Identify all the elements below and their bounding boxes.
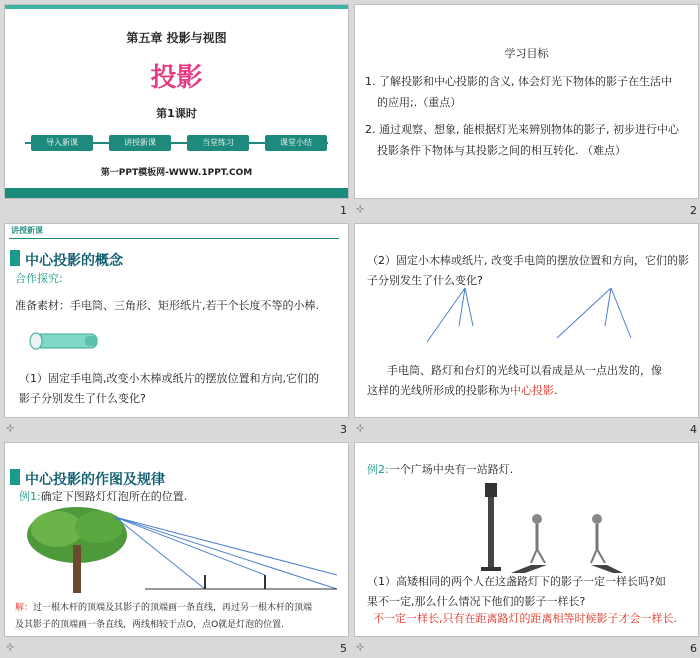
slide-number: 1 — [340, 204, 347, 217]
goal-line-3: 2. 通过观察、想象, 能根据灯光来辨别物体的影子, 初步进行中心 — [365, 123, 679, 136]
slide-6[interactable] — [354, 442, 699, 637]
slide-number: 4 — [690, 423, 697, 436]
materials-text: 准备素材：手电筒、三角形、矩形纸片,若干个长度不等的小棒. — [15, 299, 319, 312]
question-line-a: （1）高矮相同的两个人在这盏路灯下的影子一定一样长吗?如 — [367, 575, 666, 588]
question-1a: （1）固定手电筒,改变小木棒或纸片的摆放位置和方向,它们的 — [19, 372, 319, 385]
nav-summary-button[interactable]: 课堂小结 — [265, 135, 327, 151]
nav-intro-button[interactable]: 导入新课 — [31, 135, 93, 151]
definition-term: 中心投影 — [510, 384, 554, 397]
lesson-label: 第1课时 — [156, 107, 197, 120]
goal-line-2: 的应用;.（重点） — [377, 96, 462, 109]
flashlight-icon — [27, 327, 107, 353]
answer-text: 不一定一样长,只有在距离路灯的距离相等时候影子才会一样长. — [373, 612, 677, 625]
slide-5[interactable] — [4, 442, 349, 637]
top-band — [5, 5, 348, 9]
slide-number: 6 — [690, 642, 697, 655]
tag-box — [5, 224, 95, 238]
transition-icon[interactable]: ⊹ — [356, 423, 365, 434]
definition-b: 这样的光线所形成的投影称为中心投影. — [367, 384, 558, 397]
goal-line-4: 投影条件下物体与其投影之间的相互转化. （难点） — [377, 144, 626, 157]
nav-teach-button[interactable]: 讲授新课 — [109, 135, 171, 151]
solution-label: 解： — [15, 603, 34, 613]
definition-a: 手电筒、路灯和台灯的光线可以看成是从一点出发的，像 — [387, 364, 662, 377]
slide-2[interactable] — [354, 4, 699, 199]
question-2a: （2）固定小木棒或纸片, 改变手电筒的摆放位置和方向，它们的影 — [367, 254, 689, 267]
section-marker — [10, 469, 20, 485]
slide-thumb-4[interactable] — [354, 223, 700, 442]
section-title: 中心投影的作图及规律 — [25, 472, 165, 488]
transition-icon[interactable]: ⊹ — [356, 204, 365, 215]
transition-icon[interactable]: ⊹ — [356, 642, 365, 653]
slide-number: 3 — [340, 423, 347, 436]
slide-thumb-2[interactable] — [354, 4, 700, 223]
transition-icon[interactable]: ⊹ — [6, 423, 15, 434]
slide-4[interactable] — [354, 223, 699, 418]
example-label: 例1: — [19, 490, 41, 503]
question-line-b: 果不一定,那么什么情况下他们的影子一样长? — [367, 595, 586, 608]
subhead: 合作探究: — [15, 272, 63, 285]
question-1b: 影子分别发生了什么变化? — [19, 392, 146, 405]
street-lamp-figure — [465, 483, 625, 573]
solution-b: 及其影子的顶端画一条直线，两线相较于点O，点O就是灯泡的位置. — [15, 620, 285, 630]
solution-a: 解：过一根木杆的顶端及其影子的顶端画一条直线，再过另一根木杆的顶端 — [15, 603, 313, 613]
section-title: 中心投影的概念 — [25, 253, 123, 269]
example-line: 例2:一个广场中央有一站路灯. — [367, 463, 514, 476]
bottom-band — [5, 188, 348, 198]
slide-thumb-1[interactable] — [4, 4, 353, 223]
section-marker — [10, 250, 20, 266]
slide-3[interactable] — [4, 223, 349, 418]
nav-practice-button[interactable]: 当堂练习 — [187, 135, 249, 151]
slide-1[interactable] — [4, 4, 349, 199]
slide-thumb-5[interactable] — [4, 442, 353, 658]
site-label: 第一PPT模板网-WWW.1PPT.COM — [100, 168, 253, 178]
example-line: 例1:确定下图路灯灯泡所在的位置. — [19, 490, 188, 503]
light-rays-diagram — [415, 286, 655, 348]
tree-shadow-diagram — [15, 505, 340, 595]
slide-thumb-3[interactable] — [4, 223, 353, 442]
slide-thumb-6[interactable] — [354, 442, 700, 658]
transition-icon[interactable]: ⊹ — [6, 642, 15, 653]
section-tag: 讲授新课 — [11, 226, 43, 235]
goals-heading: 学习目标 — [504, 47, 549, 60]
goal-line-1: 1. 了解投影和中心投影的含义, 体会灯光下物体的影子在生活中 — [365, 75, 672, 88]
slide-number: 5 — [340, 642, 347, 655]
question-2b: 子分别发生了什么变化? — [367, 274, 483, 287]
chapter-title: 第五章 投影与视图 — [126, 31, 227, 45]
slide-title: 投影 — [150, 63, 203, 93]
slide-number: 2 — [690, 204, 697, 217]
example-label: 例2: — [367, 463, 389, 476]
tag-rule — [9, 238, 339, 239]
